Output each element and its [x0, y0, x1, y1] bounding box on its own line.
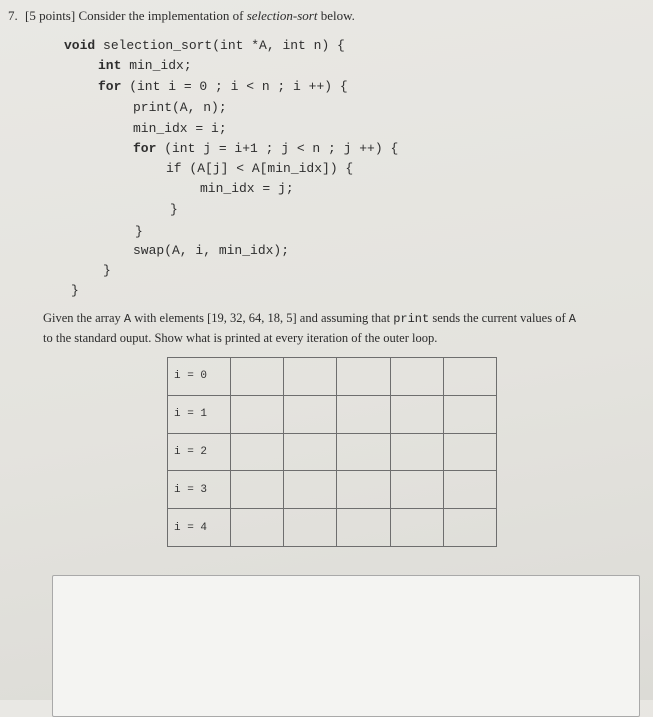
- answer-cell[interactable]: [390, 471, 443, 509]
- desc-array-var2: A: [568, 312, 576, 326]
- keyword-int: int: [98, 58, 122, 73]
- answer-cell[interactable]: [284, 509, 337, 547]
- desc-part3: sends the current values of: [432, 311, 566, 325]
- answer-cell[interactable]: [231, 433, 284, 471]
- iteration-table: [167, 357, 497, 547]
- desc-print-word: print: [393, 312, 430, 326]
- code-inner-for-rest: (int j = i+1 ; j < n ; j ++) {: [156, 141, 399, 156]
- question-header: [8, 8, 355, 24]
- code-line-close-inner: }: [135, 224, 143, 239]
- desc-line2: to the standard ouput. Show what is printed at every iteration of the outer loop.: [43, 331, 438, 345]
- question-description: [43, 309, 648, 348]
- code-line-assign-min: min_idx = i;: [133, 121, 227, 136]
- table-row: [168, 509, 497, 547]
- answer-cell[interactable]: [443, 471, 496, 509]
- code-line-print: print(A, n);: [133, 100, 227, 115]
- desc-part1: Given the array: [43, 311, 121, 325]
- question-points: [5 points]: [25, 8, 76, 23]
- table-row: [168, 433, 497, 471]
- keyword-void: void: [64, 38, 96, 53]
- code-line-signature: [64, 38, 345, 53]
- answer-cell[interactable]: [337, 433, 390, 471]
- answer-cell[interactable]: [443, 509, 496, 547]
- table-row: [168, 395, 497, 433]
- answer-cell[interactable]: [231, 358, 284, 396]
- question-prompt: Consider the implementation of: [78, 8, 244, 23]
- row-label: i = 0: [168, 358, 231, 396]
- question-number: 7.: [8, 8, 18, 23]
- table-row: [168, 358, 497, 396]
- code-line-assign-j: min_idx = j;: [200, 181, 294, 196]
- desc-array-var: A: [123, 312, 132, 326]
- code-decl-rest: min_idx;: [121, 58, 192, 73]
- answer-cell[interactable]: [231, 509, 284, 547]
- code-line-swap: swap(A, i, min_idx);: [133, 243, 290, 258]
- answer-cell[interactable]: [337, 471, 390, 509]
- answer-cell[interactable]: [390, 433, 443, 471]
- code-line-if: if (A[j] < A[min_idx]) {: [166, 161, 354, 176]
- code-line-close-if: }: [170, 202, 178, 217]
- answer-cell[interactable]: [337, 358, 390, 396]
- answer-cell[interactable]: [443, 358, 496, 396]
- answer-cell[interactable]: [337, 509, 390, 547]
- code-line-close-func: }: [71, 283, 79, 298]
- keyword-for-inner: for: [133, 141, 157, 156]
- answer-cell[interactable]: [337, 395, 390, 433]
- row-label: i = 4: [168, 509, 231, 547]
- answer-cell[interactable]: [284, 395, 337, 433]
- question-emphasis: selection-sort: [246, 8, 318, 23]
- code-line-inner-for: [133, 141, 398, 156]
- code-line-outer-for: [98, 79, 348, 94]
- answer-cell[interactable]: [284, 433, 337, 471]
- answer-cell[interactable]: [284, 471, 337, 509]
- row-label: i = 1: [168, 395, 231, 433]
- code-signature-rest: selection_sort(int *A, int n) {: [95, 38, 345, 53]
- answer-cell[interactable]: [443, 433, 496, 471]
- row-label: i = 3: [168, 471, 231, 509]
- answer-text-area[interactable]: [52, 575, 640, 717]
- keyword-for-outer: for: [98, 79, 122, 94]
- row-label: i = 2: [168, 433, 231, 471]
- answer-cell[interactable]: [231, 395, 284, 433]
- code-outer-for-rest: (int i = 0 ; i < n ; i ++) {: [121, 79, 348, 94]
- answer-cell[interactable]: [284, 358, 337, 396]
- question-suffix: below.: [320, 8, 355, 23]
- answer-cell[interactable]: [390, 509, 443, 547]
- table-row: [168, 471, 497, 509]
- answer-cell[interactable]: [231, 471, 284, 509]
- answer-cell[interactable]: [390, 395, 443, 433]
- desc-part2: with elements [19, 32, 64, 18, 5] and assuming that: [134, 311, 391, 325]
- code-line-close-outer: }: [103, 263, 111, 278]
- answer-cell[interactable]: [443, 395, 496, 433]
- code-line-decl: [98, 58, 192, 73]
- answer-cell[interactable]: [390, 358, 443, 396]
